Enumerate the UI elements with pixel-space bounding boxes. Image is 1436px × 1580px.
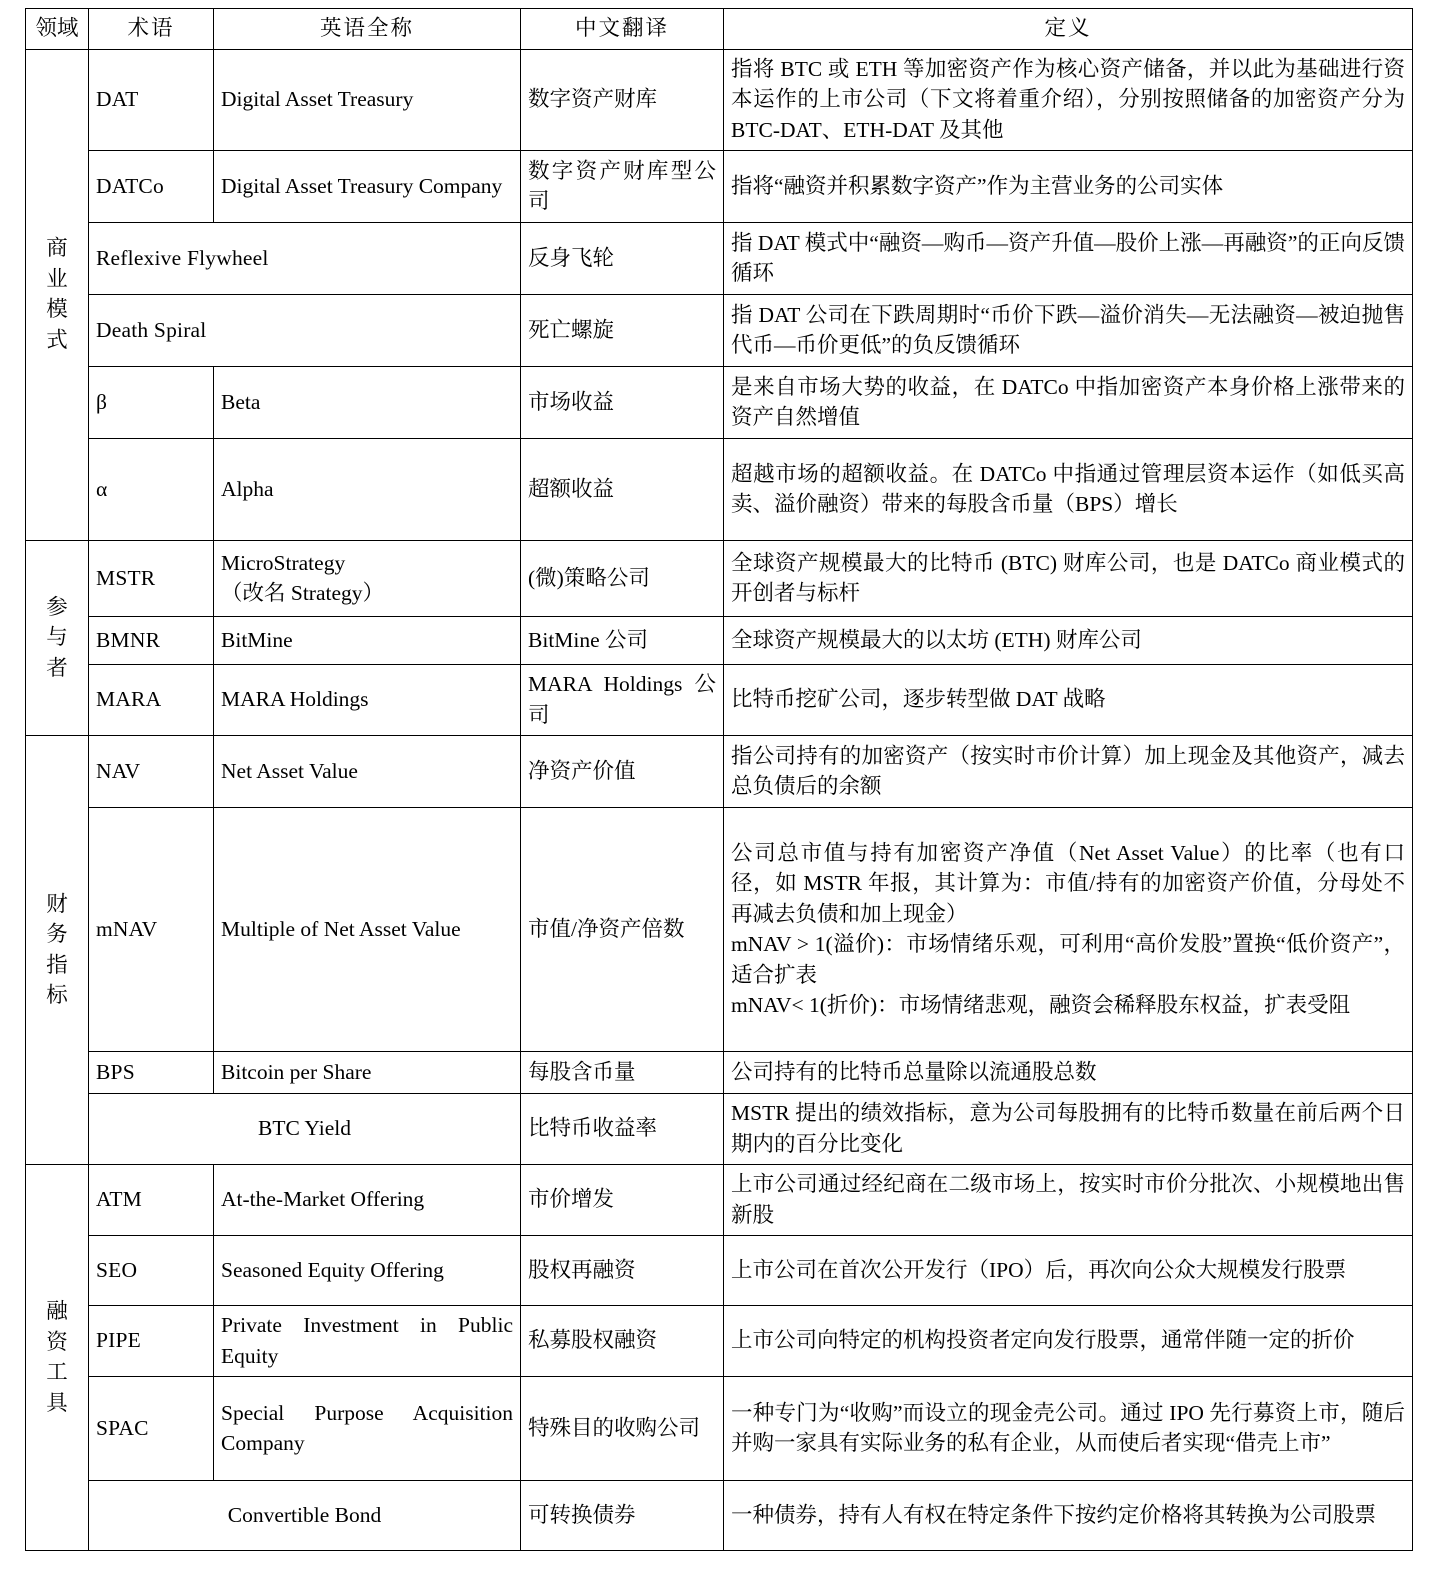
domain-label: 商业模式 — [46, 236, 69, 352]
table-row — [26, 1306, 1413, 1377]
english-name-cell: Digital Asset Treasury Company — [214, 151, 521, 223]
definition-paragraph: 公司持有的比特币总量除以流通股总数 — [731, 1059, 1097, 1084]
table-row — [26, 541, 1413, 617]
domain-cell — [26, 1165, 89, 1551]
term-cell: SPAC — [89, 1377, 214, 1481]
table-row — [26, 665, 1413, 736]
definition-paragraph: 超越市场的超额收益。在 DATCo 中指通过管理层资本运作（如低买高卖、溢价融资）带来的每股含币量（BPS）增长 — [731, 461, 1405, 517]
table-row — [26, 1165, 1413, 1236]
term-cell: ATM — [89, 1165, 214, 1236]
definition-cell — [724, 295, 1413, 367]
definition-cell — [724, 439, 1413, 541]
column-header-term: 术语 — [89, 9, 214, 50]
domain-label: 融资工具 — [46, 1299, 69, 1415]
english-name-cell: Seasoned Equity Offering — [214, 1236, 521, 1306]
english-name-cell: BitMine — [214, 617, 521, 665]
term-cell: BPS — [89, 1052, 214, 1094]
definition-cell — [724, 367, 1413, 439]
domain-cell — [26, 541, 89, 736]
definition-paragraph: 指公司持有的加密资产（按实时市价计算）加上现金及其他资产，减去总负债后的余额 — [731, 743, 1405, 799]
definition-cell — [724, 808, 1413, 1052]
definition-paragraph: 上市公司向特定的机构投资者定向发行股票，通常伴随一定的折价 — [731, 1328, 1355, 1353]
term-cell: DAT — [89, 49, 214, 151]
definition-cell — [724, 1377, 1413, 1481]
table-row — [26, 1052, 1413, 1094]
table-row — [26, 617, 1413, 665]
definition-cell — [724, 151, 1413, 223]
definition-paragraph: 指 DAT 模式中“融资—购币—资产升值—股价上涨—再融资”的正向反馈循环 — [731, 230, 1405, 286]
english-name-cell: Beta — [214, 367, 521, 439]
column-header-domain: 领域 — [26, 9, 89, 50]
term-cell: Death Spiral — [89, 295, 521, 367]
table-header — [26, 9, 1413, 50]
domain-label: 财务指标 — [46, 891, 69, 1008]
table-row — [26, 49, 1413, 151]
chinese-translation-cell: 每股含币量 — [521, 1052, 724, 1094]
table-row — [26, 1236, 1413, 1306]
definition-cell — [724, 1236, 1413, 1306]
definition-paragraph: 全球资产规模最大的以太坊 (ETH) 财库公司 — [731, 627, 1142, 652]
definition-cell — [724, 736, 1413, 808]
table-row — [26, 367, 1413, 439]
chinese-translation-cell: 市值/净资产倍数 — [521, 808, 724, 1052]
chinese-translation-cell: (微)策略公司 — [521, 541, 724, 617]
term-cell: mNAV — [89, 808, 214, 1052]
english-name-cell: Net Asset Value — [214, 736, 521, 808]
definition-cell — [724, 1306, 1413, 1377]
domain-label: 参与者 — [46, 594, 69, 680]
table-body — [26, 49, 1413, 1551]
chinese-translation-cell: 市价增发 — [521, 1165, 724, 1236]
definition-paragraph: 是来自市场大势的收益，在 DATCo 中指加密资产本身价格上涨带来的资产自然增值 — [731, 374, 1405, 430]
term-cell: Convertible Bond — [89, 1481, 521, 1551]
table-row — [26, 1377, 1413, 1481]
english-name-cell: Alpha — [214, 439, 521, 541]
chinese-translation-cell: 股权再融资 — [521, 1236, 724, 1306]
english-name-cell: At-the-Market Offering — [214, 1165, 521, 1236]
chinese-translation-cell: 净资产价值 — [521, 736, 724, 808]
table-row — [26, 295, 1413, 367]
english-name-cell: Multiple of Net Asset Value — [214, 808, 521, 1052]
chinese-translation-cell: 死亡螺旋 — [521, 295, 724, 367]
column-header-chinese: 中文翻译 — [521, 9, 724, 50]
chinese-translation-cell: 超额收益 — [521, 439, 724, 541]
chinese-translation-cell: 私募股权融资 — [521, 1306, 724, 1377]
definition-paragraph: 指 DAT 公司在下跌周期时“币价下跌—溢价消失—无法融资—被迫抛售代币—币价更低”的负反馈循环 — [731, 302, 1405, 358]
chinese-translation-cell: MARA Holdings 公司 — [521, 665, 724, 736]
table-row — [26, 223, 1413, 295]
column-header-definition: 定义 — [724, 9, 1413, 50]
english-name-cell: Private Investment in Public Equity — [214, 1306, 521, 1377]
chinese-translation-cell: BitMine 公司 — [521, 617, 724, 665]
table-row — [26, 1094, 1413, 1165]
definition-paragraph: 上市公司通过经纪商在二级市场上，按实时市价分批次、小规模地出售新股 — [731, 1172, 1405, 1227]
english-name-cell: Special Purpose Acquisition Company — [214, 1377, 521, 1481]
chinese-translation-cell: 可转换债券 — [521, 1481, 724, 1551]
definition-paragraph: 一种专门为“收购”而设立的现金壳公司。通过 IPO 先行募资上市，随后并购一家具有实际业务的私有企业，从而使后者实现“借壳上市” — [731, 1400, 1405, 1456]
term-cell: PIPE — [89, 1306, 214, 1377]
chinese-translation-cell: 比特币收益率 — [521, 1094, 724, 1165]
definition-cell — [724, 1165, 1413, 1236]
definition-cell — [724, 1094, 1413, 1165]
definition-paragraph: 一种债券，持有人有权在特定条件下按约定价格将其转换为公司股票 — [731, 1502, 1377, 1527]
header-row — [26, 9, 1413, 50]
definition-paragraph: mNAV > 1(溢价)：市场情绪乐观，可利用“高价发股”置换“低价资产”，适合扩表 — [731, 932, 1405, 987]
term-cell: Reflexive Flywheel — [89, 223, 521, 295]
definition-cell — [724, 223, 1413, 295]
definition-paragraph: 比特币挖矿公司，逐步转型做 DAT 战略 — [731, 687, 1106, 712]
definition-paragraph: mNAV< 1(折价)：市场情绪悲观，融资会稀释股东权益，扩表受阻 — [731, 993, 1351, 1018]
table-row — [26, 151, 1413, 223]
definition-cell — [724, 665, 1413, 736]
english-name-cell: Digital Asset Treasury — [214, 49, 521, 151]
term-cell: α — [89, 439, 214, 541]
definition-cell — [724, 541, 1413, 617]
definition-paragraph: MSTR 提出的绩效指标，意为公司每股拥有的比特币数量在前后两个日期内的百分比变化 — [731, 1101, 1405, 1156]
domain-cell — [26, 736, 89, 1165]
table-row — [26, 808, 1413, 1052]
term-cell: β — [89, 367, 214, 439]
chinese-translation-cell: 数字资产财库型公司 — [521, 151, 724, 223]
table-row — [26, 1481, 1413, 1551]
table-row — [26, 439, 1413, 541]
chinese-translation-cell: 特殊目的收购公司 — [521, 1377, 724, 1481]
column-header-english: 英语全称 — [214, 9, 521, 50]
term-cell: NAV — [89, 736, 214, 808]
definition-paragraph: 指将“融资并积累数字资产”作为主营业务的公司实体 — [731, 173, 1224, 198]
term-cell: MSTR — [89, 541, 214, 617]
term-cell: MARA — [89, 665, 214, 736]
term-cell: SEO — [89, 1236, 214, 1306]
definition-cell — [724, 1481, 1413, 1551]
definition-paragraph: 全球资产规模最大的比特币 (BTC) 财库公司，也是 DATCo 商业模式的开创者与标杆 — [731, 550, 1405, 606]
glossary-table — [25, 8, 1413, 1551]
definition-cell — [724, 49, 1413, 151]
table-row — [26, 736, 1413, 808]
definition-cell — [724, 617, 1413, 665]
english-name-cell: Bitcoin per Share — [214, 1052, 521, 1094]
english-name-cell: MARA Holdings — [214, 665, 521, 736]
domain-cell — [26, 49, 89, 541]
term-cell: BMNR — [89, 617, 214, 665]
definition-paragraph: 上市公司在首次公开发行（IPO）后，再次向公众大规模发行股票 — [731, 1257, 1347, 1282]
definition-paragraph: 指将 BTC 或 ETH 等加密资产作为核心资产储备，并以此为基础进行资本运作的上市公司（下文将着重介绍），分别按照储备的加密资产分为 BTC-DAT、ETH-DAT 及其他 — [731, 56, 1405, 142]
definition-cell — [724, 1052, 1413, 1094]
chinese-translation-cell: 数字资产财库 — [521, 49, 724, 151]
chinese-translation-cell: 市场收益 — [521, 367, 724, 439]
definition-paragraph: 公司总市值与持有加密资产净值（Net Asset Value）的比率（也有口径，如 MSTR 年报，其计算为：市值/持有的加密资产价值，分母处不再减去负债和加上现金） — [731, 840, 1405, 926]
english-name-cell: MicroStrategy （改名 Strategy） — [214, 541, 521, 617]
term-cell: DATCo — [89, 151, 214, 223]
term-cell: BTC Yield — [89, 1094, 521, 1165]
chinese-translation-cell: 反身飞轮 — [521, 223, 724, 295]
